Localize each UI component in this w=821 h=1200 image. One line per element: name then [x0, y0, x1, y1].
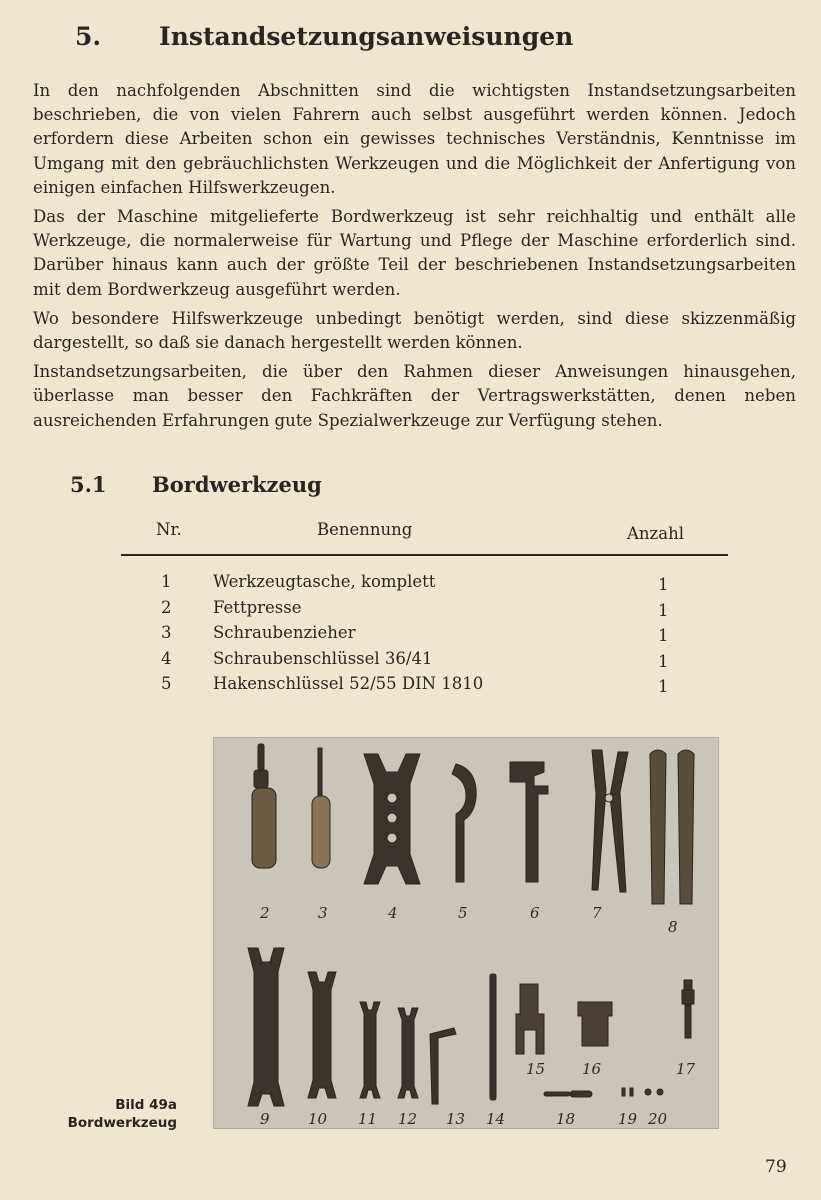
- subsection-number: 5.1: [70, 472, 107, 497]
- figure-label: 16: [582, 1060, 602, 1078]
- row-name: Schraubenzieher: [213, 623, 356, 642]
- header-nr: Nr.: [156, 520, 182, 539]
- screwdriver-icon: [312, 748, 330, 868]
- row-qty: 1: [658, 600, 669, 620]
- section-heading: [75, 22, 573, 51]
- caption-line: Bild 49a: [115, 1097, 177, 1113]
- header-qty: Anzahl: [627, 524, 684, 543]
- row-nr: 2: [161, 597, 172, 617]
- row-nr: 5: [161, 674, 172, 693]
- figure-label: 4: [388, 904, 398, 922]
- figure-label: 8: [668, 918, 678, 936]
- row-nr: 4: [161, 648, 172, 668]
- hex-key-icon: [430, 1028, 456, 1104]
- row-name: Schraubenschlüssel 36/41: [213, 648, 433, 668]
- caption-line: Bordwerkzeug: [67, 1115, 177, 1131]
- spark-plug-tool-icon: [682, 980, 694, 1038]
- row-nr: 3: [161, 623, 172, 642]
- figure-label: 5: [458, 904, 468, 922]
- table-row: [121, 620, 728, 646]
- tool-table: [121, 516, 728, 697]
- grease-gun-icon: [252, 744, 276, 868]
- small-parts-icon: [622, 1088, 663, 1096]
- wrench-icon: [308, 972, 336, 1098]
- figure-label: 15: [526, 1060, 546, 1078]
- row-qty: 1: [658, 651, 669, 671]
- table-row: [121, 595, 728, 621]
- pipe-wrench-icon: [510, 762, 548, 882]
- figure-label: 17: [676, 1060, 696, 1078]
- tire-lever-icon: [650, 750, 694, 904]
- figure-label: 14: [486, 1110, 506, 1128]
- table-row: [121, 646, 728, 672]
- socket-icon: [578, 1002, 612, 1046]
- tool-photo: [213, 737, 719, 1129]
- table-row: [121, 569, 728, 595]
- figure-label: 3: [318, 904, 328, 922]
- pliers-icon: [592, 750, 628, 892]
- figure-caption: [55, 1096, 177, 1132]
- double-wrench-icon: [364, 754, 420, 884]
- figure-label: 19: [618, 1110, 638, 1128]
- figure-label: 9: [260, 1110, 270, 1128]
- table-row: [121, 671, 728, 697]
- row-qty: 1: [658, 677, 669, 696]
- figure-label: 6: [530, 904, 540, 922]
- subsection-heading: [70, 472, 322, 497]
- row-name: Fettpresse: [213, 597, 302, 617]
- figure-label: 2: [260, 904, 270, 922]
- section-title: Instandsetzungsanweisungen: [159, 22, 574, 51]
- figure-label: 13: [446, 1110, 466, 1128]
- header-name: Benennung: [317, 520, 413, 539]
- hook-spanner-icon: [452, 764, 476, 882]
- figure-label: 18: [556, 1110, 576, 1128]
- tube-socket-icon: [516, 984, 544, 1054]
- small-screwdriver-icon: [544, 1091, 592, 1097]
- small-wrench-icon: [398, 1008, 418, 1098]
- paragraph: In den nachfolgenden Abschnitten sind die wichtigsten Instandsetzungsarbeiten beschrieben, die von vielen Fahrern auch selbst ausgeführt werden können. Jedoch erfordern diese Arbeiten schon ein gewisses technisches Verständnis, Kenntnisse im Umgang mit den gebräuchlichsten Werkzeugen und die Möglichkeit der Anfertigung von einigen einfachen Hilfswerkzeugen.: [33, 81, 796, 197]
- row-nr: 1: [161, 572, 172, 591]
- subsection-title: Bordwerkzeug: [152, 472, 322, 497]
- page-number: 79: [765, 1157, 787, 1177]
- small-wrench-icon: [360, 1002, 380, 1098]
- row-qty: 1: [658, 626, 669, 645]
- row-qty: 1: [658, 575, 669, 594]
- large-wrench-icon: [248, 948, 284, 1106]
- figure-label: 11: [358, 1110, 378, 1128]
- row-name: Hakenschlüssel 52/55 DIN 1810: [213, 674, 484, 693]
- paragraph: Instandsetzungsarbeiten, die über den Rahmen dieser Anweisungen hinausgehen, überlasse man besser den Fachkräften der Vertragswerkstätten, denen neben ausreichenden Erfahrungen gute Spezialwerkzeuge zur Verfügung stehen.: [33, 362, 796, 430]
- figure-label: 12: [398, 1110, 418, 1128]
- figure-label: 7: [592, 904, 602, 922]
- row-name: Werkzeugtasche, komplett: [213, 572, 436, 591]
- rod-icon: [490, 974, 496, 1100]
- section-number: 5.: [75, 22, 102, 51]
- paragraph: Das der Maschine mitgelieferte Bordwerkzeug ist sehr reichhaltig und enthält alle Werkzeuge, die normalerweise für Wartung und Pflege der Maschine erforderlich sind. Darüber hinaus kann auch der größte Teil der beschriebenen Instandsetzungsarbeiten mit dem Bordwerkzeug ausgeführt werden.: [33, 207, 796, 299]
- figure-label: 20: [648, 1110, 668, 1128]
- paragraph: Wo besondere Hilfswerkzeuge unbedingt benötigt werden, sind diese skizzenmäßig dargestellt, so daß sie danach hergestellt werden können.: [33, 308, 796, 353]
- intro-text: [33, 79, 796, 438]
- figure-label: 10: [308, 1110, 328, 1128]
- table-header: [121, 516, 728, 556]
